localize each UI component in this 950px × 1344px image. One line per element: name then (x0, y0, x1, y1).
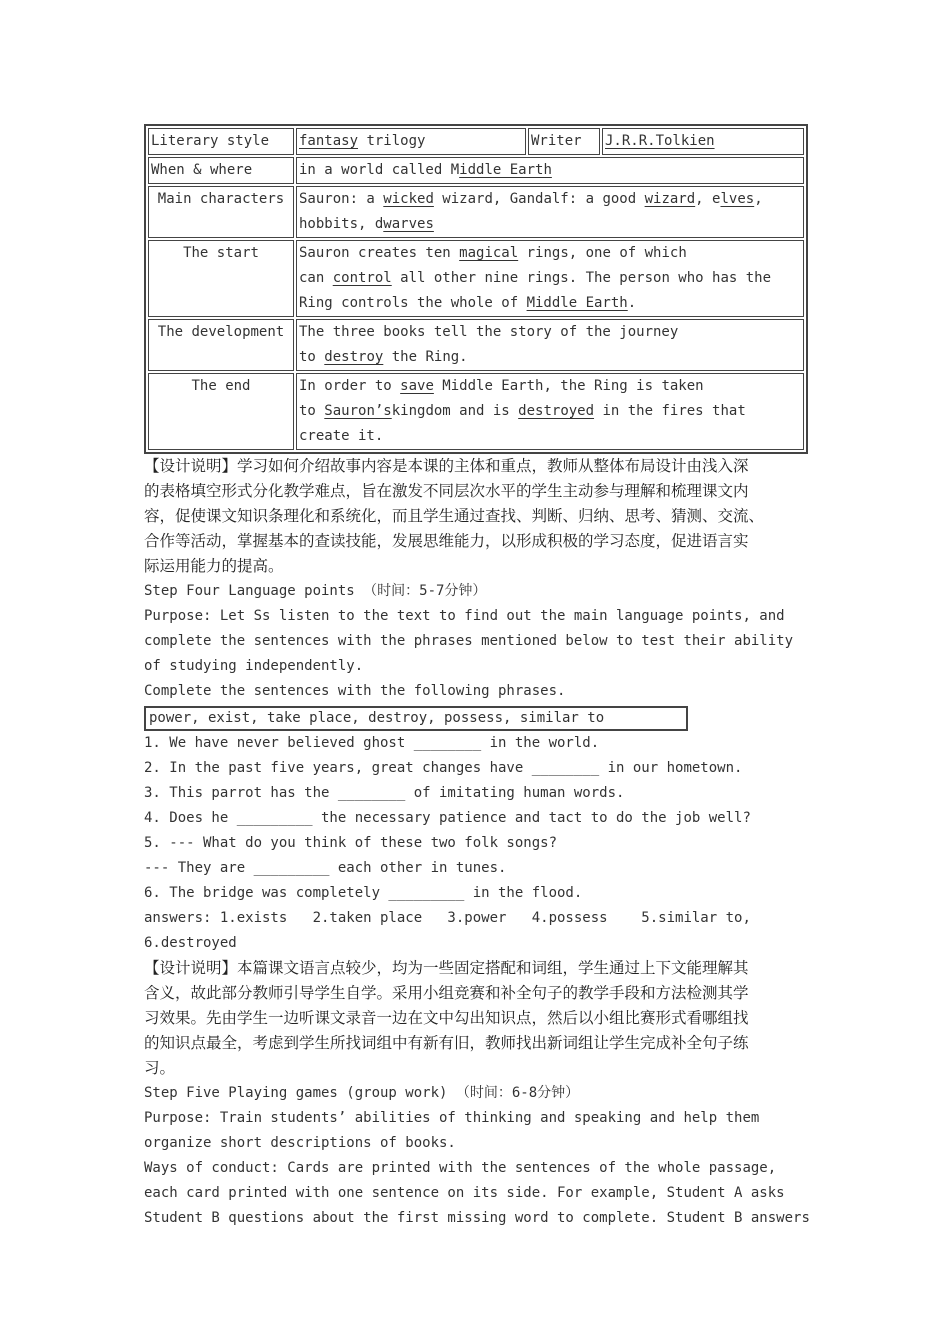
list-item: 4. Does he _________ the necessary patience and tact to do the job well? (144, 810, 751, 826)
answer-wizard: wizard (644, 191, 696, 207)
answer-control: control (332, 270, 392, 286)
cell-main-characters: Sauron: a wicked wizard, Gandalf: a good wizard, elves, hobbits, dwarves (296, 186, 804, 238)
answer-fantasy: fantasy (299, 133, 359, 149)
answer-destroy: destroy (324, 349, 384, 365)
step-five-purpose: Purpose: Train students’ abilities of thinking and speaking and help them organize short descriptions of books. (144, 1110, 760, 1151)
answer-writer: J.R.R.Tolkien (605, 133, 715, 149)
table-row-the-start (148, 240, 804, 317)
answer-magical: magical (459, 245, 519, 261)
label-the-start: The start (148, 240, 294, 317)
table-row-the-end (148, 373, 804, 450)
design-note-1: 【设计说明】学习如何介绍故事内容是本课的主体和重点，教师从整体布局设计由浅入深 的表格填空形式分化教学难点，旨在激发不同层次水平的学生主动参与理解和梳理课文内 容，促使课文知识条理化和系统化，而且学生通过查找、判断、归纳、思考、猜测、交流、 合作等活动，掌握基本的查读技能，发展思维能力，以形成积极的学习态度，促进语言实 际运用能力的提高。 (144, 457, 765, 575)
list-item: 2. In the past five years, great changes have ________ in our hometown. (144, 760, 743, 776)
list-item: 6. The bridge was completely _________ in the flood. (144, 885, 583, 901)
label-development: The development (148, 319, 294, 371)
cell-the-end: In order to save Middle Earth, the Ring is taken to Sauron’skingdom and is destroyed in the fires that create it. (296, 373, 804, 450)
cell-the-start: Sauron creates ten magical rings, one of which can control all other nine rings. The person who has the Ring controls the whole of Middle Earth. (296, 240, 804, 317)
story-summary-table (144, 124, 808, 454)
answer-dwarves: warves (383, 216, 434, 232)
text-trilogy: trilogy (366, 133, 426, 149)
label-the-end: The end (148, 373, 294, 450)
answer-middle-earth: iddle Earth (459, 162, 552, 178)
step-four-instruction: Complete the sentences with the following phrases. (144, 683, 566, 699)
answer-destroyed: destroyed (518, 403, 595, 419)
table-row-literary-style (148, 128, 804, 155)
cell-when-where: in a world called Middle Earth (296, 157, 804, 184)
answer-save: save (400, 378, 434, 394)
step-five-ways: Ways of conduct: Cards are printed with the sentences of the whole passage, each card printed with one sentence on its side. For example, Student A asks Student B questions about the first missing word to complete. Student B answers (144, 1160, 810, 1226)
answers: answers: 1.exists 2.taken place 3.power 4.possess 5.similar to, 6.destroyed (144, 910, 751, 951)
table-row-when-where (148, 157, 804, 184)
cell-development: The three books tell the story of the journey to destroy the Ring. (296, 319, 804, 371)
answer-saurons: Sauron’s (324, 403, 392, 419)
label-writer: Writer (528, 128, 600, 155)
step-five-title: Step Five Playing games (group work) （时间：6-8分钟） (144, 1085, 580, 1101)
exercise-sentences (144, 731, 810, 906)
label-when-where: When & where (148, 157, 294, 184)
table-row-development (148, 319, 804, 371)
cell-writer (602, 128, 804, 155)
step-four-purpose: Purpose: Let Ss listen to the text to find out the main language points, and complete the sentences with the phrases mentioned below to test their ability of studying independently. (144, 608, 794, 674)
list-item: 1. We have never believed ghost ________ in the world. (144, 735, 600, 751)
phrase-box: power, exist, take place, destroy, possess, similar to (144, 706, 688, 731)
cell-literary-style (296, 128, 526, 155)
label-literary-style: Literary style (148, 128, 294, 155)
document-page (144, 124, 810, 1231)
answer-wicked: wicked (383, 191, 434, 207)
list-item: --- They are _________ each other in tunes. (144, 860, 507, 876)
table-row-main-characters (148, 186, 804, 238)
list-item: 3. This parrot has the ________ of imitating human words. (144, 785, 625, 801)
label-main-characters: Main characters (148, 186, 294, 238)
design-note-2: 【设计说明】本篇课文语言点较少，均为一些固定搭配和词组，学生通过上下文能理解其 含义，故此部分教师引导学生自学。采用小组竞赛和补全句子的教学手段和方法检测其学 习效果。先由学生一边听课文录音一边在文中勾出知识点，然后以小组比赛形式看哪组找 的知识点最全，考虑到学生所找词组中有新有旧，教师找出新词组让学生完成补全句子练 习。 (144, 959, 749, 1077)
step-four-title: Step Four Language points （时间：5-7分钟） (144, 583, 487, 599)
list-item: 5. --- What do you think of these two folk songs? (144, 835, 558, 851)
answer-elves: lves (720, 191, 755, 207)
answer-middle-earth-2: Middle Earth (526, 295, 628, 311)
